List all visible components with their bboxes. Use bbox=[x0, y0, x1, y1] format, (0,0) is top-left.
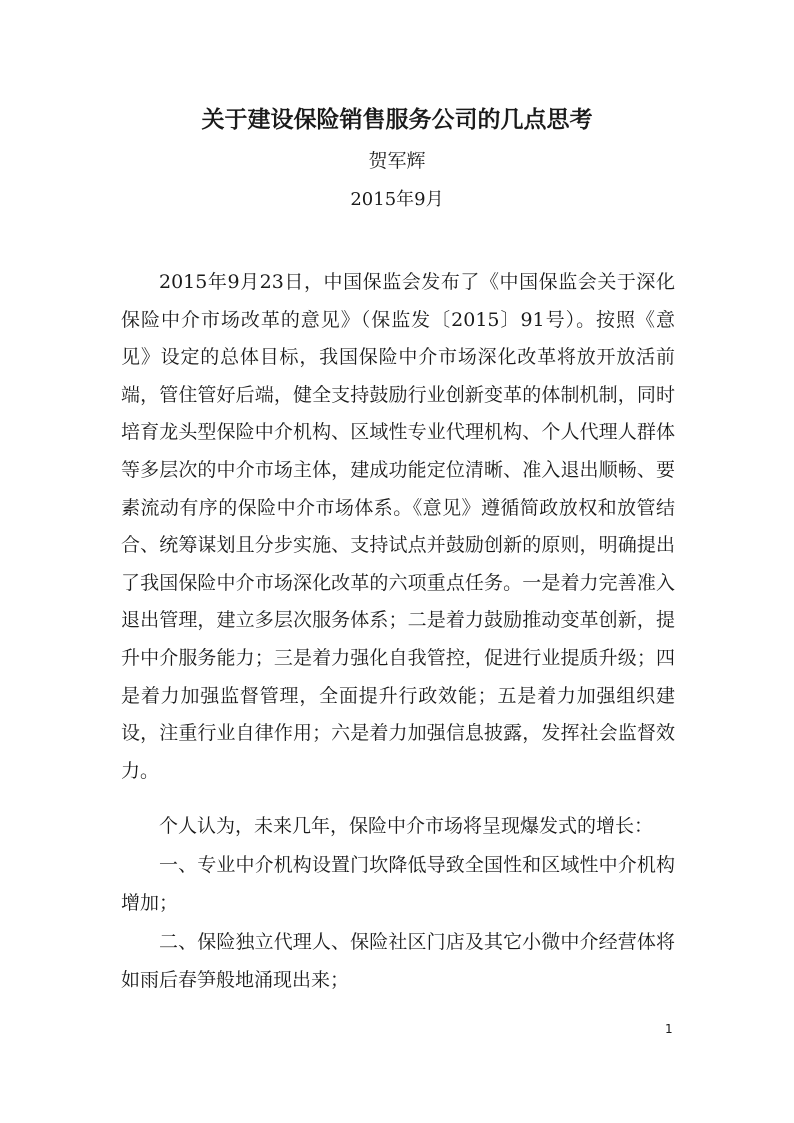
document-date: 2015年9月 bbox=[350, 189, 444, 210]
page-number: 1 bbox=[665, 1022, 673, 1036]
body-paragraph-1: 2015年9月23日，中国保监会发布了《中国保监会关于深化保险中介市场改革的意见》（保监发〔2015〕91号）。按照《意见》设定的总体目标，我国保险中介市场深化改革将放开放活前端，管住管好后端，健全支持鼓励行业创新变革的体制机制，同时培育龙头型保险中介机构、区域性专业代理机构、个人代理人群体等多层次的中介市场主体，建成功能定位清晰、准入退出顺畅、要素流动有序的保险中介市场体系。《意见》遵循简政放权和放管结合、统筹谋划且分步实施、支持试点并鼓励创新的原则，明确提出了我国保险中介市场深化改革的六项重点任务。一是着力完善准入退出管理，建立多层次服务体系；二是着力鼓励推动变革创新，提升中介服务能力；三是着力强化自我管控，促进行业提质升级；四是着力加强监督管理，全面提升行政效能；五是着力加强组织建设，注重行业自律作用；六是着力加强信息披露，发挥社会监督效力。 bbox=[121, 271, 675, 782]
body-paragraph-4: 二、保险独立代理人、保险社区门店及其它小微中介经营体将如雨后春笋般地涌现出来； bbox=[121, 931, 675, 991]
body-paragraph-3: 一、专业中介机构设置门坎降低导致全国性和区域性中介机构增加； bbox=[121, 854, 675, 914]
document-author: 贺军辉 bbox=[368, 150, 426, 172]
body-paragraph-2: 个人认为，未来几年，保险中介市场将呈现爆发式的增长： bbox=[159, 815, 654, 837]
document-title: 关于建设保险销售服务公司的几点思考 bbox=[201, 107, 593, 133]
